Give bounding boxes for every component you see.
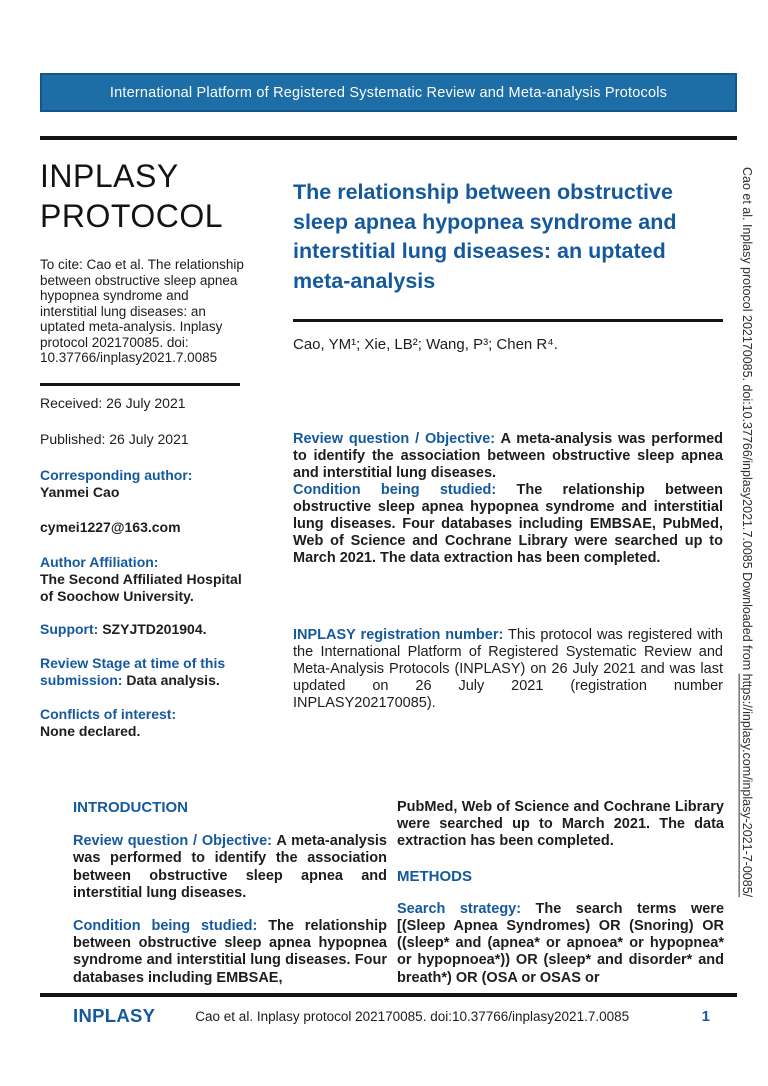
intro-review-question-label: Review question / Objective: [73,833,273,850]
left-divider [40,383,240,386]
received-date: Received: 26 July 2021 [40,394,186,411]
banner-text: International Platform of Registered Systematic Review and Meta-analysis Protocols [109,84,668,101]
intro-condition-paragraph [73,918,387,987]
affiliation-block [40,554,246,605]
corresponding-author-block [40,467,246,501]
body-column-right [397,799,724,987]
support-label: Support: [40,620,99,637]
review-question-text: A meta-analysis was performed to identify the association between obstructive sleep apnea and interstitial lung diseases. [293,431,724,481]
conflicts-label: Conflicts of interest: [40,705,177,722]
condition-continued-paragraph: PubMed, Web of Science and Cochrane Library were searched up to March 2021. The data extraction has been completed. [397,799,724,850]
footer-page-number: 1 [701,1007,710,1025]
search-strategy-paragraph [397,901,724,987]
registration-text: This protocol was registered with the International Platform of Registered Systematic Review and Meta-Analysis Protocols (INPLASY) on 26 July 2021 and was last updated on 26 July 2021 (registration number INPLASY202170085). [293,627,723,711]
corresponding-author-email[interactable]: cymei1227@163.com [40,518,181,535]
corresponding-author-name: Yanmei Cao [40,483,120,500]
condition-label: Condition being studied: [293,482,497,498]
search-strategy-text: The search terms were [(Sleep Apnea Syndromes) OR (Snoring) OR ((sleep* and (apnea* or apnoea* or hypopnea* or hypopnoea*)) OR (sleep* and disorder* and breath*) OR (OSA or OSAS or [397,900,725,986]
introduction-heading: INTRODUCTION [73,799,188,816]
top-divider [40,136,737,140]
article-column [293,178,723,712]
to-cite-text: To cite: Cao et al. The relationship between obstructive sleep apnea hypopnea syndrome and interstitial lung diseases: an uptated meta-analysis. Inplasy protocol 202170085. doi: 10.37766/inplasy2021.7.0085 [40,257,244,365]
registration-label: INPLASY registration number: [293,627,504,643]
footer-citation: Cao et al. Inplasy protocol 202170085. doi:10.37766/inplasy2021.7.0085 [195,1008,630,1024]
search-strategy-label: Search strategy: [397,900,522,917]
corresponding-author-label: Corresponding author: [40,466,193,483]
masthead-line1: INPLASY [40,158,179,194]
masthead [40,156,246,236]
affiliation-value: The Second Affiliated Hospital of Soochow University. [40,570,242,604]
condition-paragraph [293,482,723,567]
intro-review-question-paragraph [73,833,387,902]
footer [73,1005,710,1027]
body-column-left [73,799,387,987]
conflicts-block [40,706,246,740]
support-block [40,621,246,638]
methods-heading: METHODS [397,867,472,885]
sidebar-citation-text: Cao et al. Inplasy protocol 202170085. doi:10.37766/inplasy2021.7.0085 Downloaded from [740,167,754,674]
review-question-label: Review question / Objective: [293,431,496,447]
condition-text: The relationship between obstructive sleep apnea hypopnea syndrome and interstitial lung diseases. Four databases including EMBSAE, PubMed, Web of Science and Cochrane Library were searched up to March 2021. The data extraction has been completed. [293,482,723,566]
title-divider [293,319,723,322]
review-stage-block [40,655,246,689]
support-value: SZYJTD201904. [102,620,207,637]
author-line: Cao, YM¹; Xie, LB²; Wang, P³; Chen R⁴. [293,336,558,353]
footer-divider [40,993,737,997]
article-title: The relationship between obstructive sleep apnea hypopnea syndrome and interstitial lung diseases: an uptated meta-analysis [293,180,677,293]
conflicts-value: None declared. [40,722,141,739]
intro-condition-label: Condition being studied: [73,918,258,935]
review-question-paragraph [293,431,723,482]
registration-paragraph [293,627,723,712]
intro-review-question-text: A meta-analysis was performed to identify the association between obstructive sleep apnea and interstitial lung diseases. [73,833,387,901]
rotated-sidebar-text [740,167,754,1067]
sidebar-download-link[interactable]: https://inplasy.com/inplasy-2021-7-0085/ [740,673,754,898]
review-stage-label: Review Stage at time of this submission: [40,654,226,688]
banner [40,73,737,112]
affiliation-label: Author Affiliation: [40,553,159,570]
footer-logo: INPLASY [73,1005,156,1026]
abstract-block [293,431,723,567]
left-column [40,156,246,740]
masthead-line2: PROTOCOL [40,198,223,234]
published-date: Published: 26 July 2021 [40,430,189,447]
review-stage-value: Data analysis. [126,671,220,688]
intro-condition-text: The relationship between obstructive sleep apnea hypopnea syndrome and interstitial lung diseases. Four databases including EMBSAE, [73,918,387,986]
